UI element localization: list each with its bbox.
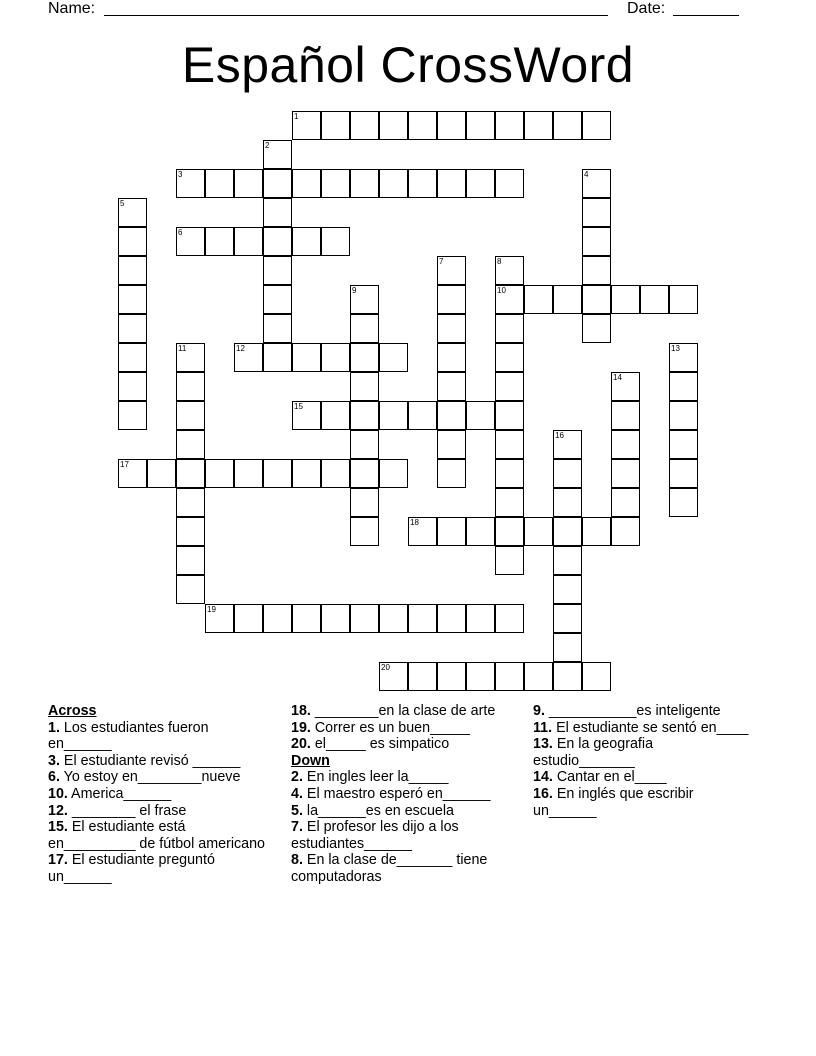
crossword-cell[interactable] bbox=[350, 459, 379, 488]
clue-item-number: 7. bbox=[291, 819, 303, 836]
crossword-cell[interactable] bbox=[582, 169, 611, 198]
crossword-cell[interactable] bbox=[118, 343, 147, 372]
clue-item bbox=[48, 819, 273, 852]
crossword-cell[interactable] bbox=[176, 546, 205, 575]
crossword-cell[interactable] bbox=[263, 604, 292, 633]
clue-item bbox=[48, 803, 273, 820]
clue-item bbox=[48, 720, 273, 753]
clue-item-number: 9. bbox=[533, 703, 545, 719]
crossword-cell[interactable] bbox=[379, 459, 408, 488]
crossword-cell[interactable] bbox=[466, 169, 495, 198]
clues-heading: Down bbox=[291, 752, 330, 769]
crossword-cell[interactable] bbox=[350, 372, 379, 401]
crossword-cell[interactable] bbox=[263, 198, 292, 227]
crossword-cell[interactable] bbox=[205, 227, 234, 256]
crossword-cell[interactable] bbox=[118, 227, 147, 256]
crossword-cell[interactable] bbox=[234, 227, 263, 256]
crossword-cell[interactable] bbox=[379, 604, 408, 633]
crossword-cell[interactable] bbox=[553, 633, 582, 662]
clue-item-text: En inglés que escribir un______ bbox=[533, 785, 694, 819]
crossword-cell[interactable] bbox=[118, 314, 147, 343]
clue-item-number: 14. bbox=[533, 769, 553, 786]
crossword-cell[interactable] bbox=[408, 169, 437, 198]
crossword-cell[interactable] bbox=[408, 662, 437, 691]
crossword-cell[interactable] bbox=[582, 662, 611, 691]
crossword-cell[interactable] bbox=[234, 169, 263, 198]
crossword-cell[interactable] bbox=[408, 111, 437, 140]
crossword-cell[interactable] bbox=[495, 401, 524, 430]
crossword-cell[interactable] bbox=[582, 198, 611, 227]
clue-number: 15 bbox=[294, 402, 303, 411]
crossword-cell[interactable] bbox=[350, 401, 379, 430]
crossword-cell[interactable] bbox=[234, 343, 263, 372]
crossword-cell[interactable] bbox=[495, 459, 524, 488]
crossword-cell[interactable] bbox=[379, 662, 408, 691]
crossword-cell[interactable] bbox=[611, 517, 640, 546]
crossword-cell[interactable] bbox=[321, 227, 350, 256]
clue-number: 17 bbox=[120, 460, 129, 469]
crossword-cell[interactable] bbox=[437, 372, 466, 401]
clue-item bbox=[291, 769, 516, 786]
crossword-cell[interactable] bbox=[437, 662, 466, 691]
clue-item-text: America______ bbox=[67, 785, 172, 802]
crossword-cell[interactable] bbox=[350, 285, 379, 314]
crossword-cell[interactable] bbox=[437, 111, 466, 140]
clue-item-number: 12. bbox=[48, 802, 68, 819]
crossword-cell[interactable] bbox=[437, 604, 466, 633]
clue-item bbox=[533, 720, 758, 737]
crossword-cell[interactable] bbox=[176, 401, 205, 430]
clue-item-number: 6. bbox=[48, 769, 60, 786]
clue-number: 13 bbox=[671, 344, 680, 353]
crossword-cell[interactable] bbox=[147, 459, 176, 488]
clue-item-number: 16. bbox=[533, 785, 553, 802]
crossword-cell[interactable] bbox=[437, 169, 466, 198]
crossword-cell[interactable] bbox=[176, 575, 205, 604]
page-title: Español CrossWord bbox=[181, 37, 635, 93]
clue-number: 1 bbox=[294, 112, 299, 121]
crossword-cell[interactable] bbox=[466, 662, 495, 691]
crossword-cell[interactable] bbox=[437, 314, 466, 343]
crossword-cell[interactable] bbox=[234, 459, 263, 488]
date-field[interactable] bbox=[673, 15, 739, 16]
crossword-cell[interactable] bbox=[553, 604, 582, 633]
crossword-cell[interactable] bbox=[611, 285, 640, 314]
clue-item bbox=[48, 753, 273, 770]
clue-item-text: el_____ es simpatico bbox=[310, 736, 450, 753]
crossword-cell[interactable] bbox=[321, 169, 350, 198]
crossword-cell[interactable] bbox=[582, 111, 611, 140]
clue-item-text: Yo estoy en________nueve bbox=[59, 769, 241, 786]
crossword-cell[interactable] bbox=[669, 459, 698, 488]
crossword-cell[interactable] bbox=[553, 430, 582, 459]
clue-number: 7 bbox=[439, 257, 444, 266]
clue-item-number: 20. bbox=[291, 736, 311, 753]
clue-number: 18 bbox=[410, 518, 419, 527]
crossword-cell[interactable] bbox=[524, 285, 553, 314]
crossword-cell[interactable] bbox=[495, 343, 524, 372]
clue-item bbox=[48, 786, 273, 803]
clue-item-number: 3. bbox=[48, 752, 60, 769]
crossword-cell[interactable] bbox=[582, 285, 611, 314]
clue-item-number: 15. bbox=[48, 819, 68, 836]
crossword-cell[interactable] bbox=[379, 169, 408, 198]
crossword-cell[interactable] bbox=[611, 430, 640, 459]
crossword-cell[interactable] bbox=[350, 517, 379, 546]
crossword-cell[interactable] bbox=[437, 285, 466, 314]
crossword-cell[interactable] bbox=[437, 343, 466, 372]
crossword-cell[interactable] bbox=[669, 401, 698, 430]
clue-item bbox=[48, 852, 273, 885]
crossword-cell[interactable] bbox=[292, 343, 321, 372]
crossword-cell[interactable] bbox=[640, 285, 669, 314]
crossword-cell[interactable] bbox=[321, 111, 350, 140]
clue-item-text: El maestro esperó en______ bbox=[302, 785, 491, 802]
crossword-cell[interactable] bbox=[205, 604, 234, 633]
crossword-cell[interactable] bbox=[495, 517, 524, 546]
clue-item-text: El estudiante revisó ______ bbox=[59, 752, 241, 769]
crossword-cell[interactable] bbox=[495, 546, 524, 575]
crossword-cell[interactable] bbox=[466, 517, 495, 546]
crossword-cell[interactable] bbox=[408, 517, 437, 546]
crossword-cell[interactable] bbox=[176, 430, 205, 459]
crossword-cell[interactable] bbox=[263, 169, 292, 198]
clue-item-text: ___________es inteligente bbox=[544, 703, 721, 719]
clue-item-number: 19. bbox=[291, 719, 311, 736]
crossword-cell[interactable] bbox=[176, 227, 205, 256]
clue-item-text: En la geografia estudio_______ bbox=[533, 736, 654, 769]
crossword-cell[interactable] bbox=[118, 256, 147, 285]
crossword-cell[interactable] bbox=[495, 604, 524, 633]
crossword-cell[interactable] bbox=[553, 285, 582, 314]
crossword-cell[interactable] bbox=[350, 343, 379, 372]
clue-item-text: El estudiante está en_________ de fútbol americano bbox=[48, 819, 266, 852]
clue-item-text: En la clase de_______ tiene computadoras bbox=[291, 852, 488, 885]
crossword-cell[interactable] bbox=[263, 256, 292, 285]
crossword-cell[interactable] bbox=[379, 343, 408, 372]
crossword-cell[interactable] bbox=[350, 430, 379, 459]
clue-item-number: 17. bbox=[48, 852, 68, 869]
crossword-cell[interactable] bbox=[263, 140, 292, 169]
clue-item bbox=[291, 803, 516, 820]
crossword-cell[interactable] bbox=[263, 285, 292, 314]
crossword-cell[interactable] bbox=[437, 256, 466, 285]
crossword-cell[interactable] bbox=[437, 401, 466, 430]
crossword-cell[interactable] bbox=[582, 256, 611, 285]
crossword-cell[interactable] bbox=[350, 314, 379, 343]
clue-item-text: Correr es un buen_____ bbox=[310, 719, 470, 736]
crossword-cell[interactable] bbox=[669, 372, 698, 401]
clue-item-text: la______es en escuela bbox=[302, 802, 454, 819]
crossword-cell[interactable] bbox=[321, 401, 350, 430]
crossword-cell[interactable] bbox=[292, 604, 321, 633]
crossword-cell[interactable] bbox=[292, 459, 321, 488]
clue-item bbox=[533, 769, 758, 786]
crossword-cell[interactable] bbox=[466, 604, 495, 633]
clue-item-text: El estudiante se sentó en____ bbox=[552, 719, 749, 736]
crossword-cell[interactable] bbox=[495, 285, 524, 314]
clues-heading: Across bbox=[48, 703, 97, 719]
clue-number: 9 bbox=[352, 286, 357, 295]
clue-item bbox=[291, 852, 516, 885]
clue-number: 5 bbox=[120, 199, 125, 208]
crossword-cell[interactable] bbox=[205, 459, 234, 488]
crossword-cell[interactable] bbox=[118, 372, 147, 401]
crossword-cell[interactable] bbox=[611, 401, 640, 430]
crossword-cell[interactable] bbox=[466, 111, 495, 140]
crossword-cell[interactable] bbox=[321, 604, 350, 633]
crossword-cell[interactable] bbox=[669, 285, 698, 314]
clues-column-2 bbox=[291, 703, 516, 886]
crossword-cell[interactable] bbox=[669, 343, 698, 372]
clue-item-text: En ingles leer la_____ bbox=[302, 769, 449, 786]
clue-item-text: ________ el frase bbox=[67, 802, 187, 819]
crossword-cell[interactable] bbox=[292, 169, 321, 198]
crossword-cell[interactable] bbox=[553, 546, 582, 575]
crossword-cell[interactable] bbox=[292, 227, 321, 256]
crossword-cell[interactable] bbox=[495, 488, 524, 517]
crossword-cell[interactable] bbox=[350, 111, 379, 140]
clue-item bbox=[533, 703, 758, 720]
clue-number: 2 bbox=[265, 141, 270, 150]
clue-item bbox=[291, 703, 516, 720]
crossword-cell[interactable] bbox=[350, 604, 379, 633]
clue-item-text: El estudiante preguntó un______ bbox=[48, 852, 215, 885]
clues-column-1 bbox=[48, 703, 273, 886]
crossword-cell[interactable] bbox=[408, 401, 437, 430]
crossword-cell[interactable] bbox=[524, 662, 553, 691]
clue-item bbox=[291, 736, 516, 753]
crossword-cell[interactable] bbox=[553, 459, 582, 488]
clue-item-number: 13. bbox=[533, 736, 553, 753]
clue-item bbox=[533, 786, 758, 819]
crossword-cell[interactable] bbox=[118, 285, 147, 314]
clue-item-number: 2. bbox=[291, 769, 303, 786]
crossword-cell[interactable] bbox=[495, 372, 524, 401]
crossword-cell[interactable] bbox=[379, 111, 408, 140]
crossword-cell[interactable] bbox=[669, 430, 698, 459]
clue-item bbox=[48, 769, 273, 786]
crossword-cell[interactable] bbox=[495, 111, 524, 140]
crossword-cell[interactable] bbox=[234, 604, 263, 633]
clues-column-3 bbox=[533, 703, 758, 819]
clue-item-number: 1. bbox=[48, 719, 60, 736]
clue-number: 20 bbox=[381, 663, 390, 672]
crossword-cell[interactable] bbox=[553, 111, 582, 140]
name-label: Name: bbox=[48, 0, 96, 17]
crossword-cell[interactable] bbox=[582, 314, 611, 343]
clue-item-number: 10. bbox=[48, 785, 68, 802]
clue-number: 11 bbox=[178, 344, 187, 353]
crossword-cell[interactable] bbox=[263, 314, 292, 343]
clue-item-number: 11. bbox=[533, 719, 553, 736]
crossword-cell[interactable] bbox=[408, 604, 437, 633]
clue-item-number: 4. bbox=[291, 785, 303, 802]
crossword-cell[interactable] bbox=[553, 517, 582, 546]
crossword-cell[interactable] bbox=[437, 459, 466, 488]
name-field[interactable] bbox=[104, 15, 608, 16]
crossword-cell[interactable] bbox=[176, 372, 205, 401]
crossword-cell[interactable] bbox=[379, 401, 408, 430]
clue-number: 4 bbox=[584, 170, 589, 179]
crossword-cell[interactable] bbox=[524, 517, 553, 546]
crossword-cell[interactable] bbox=[176, 169, 205, 198]
crossword-cell[interactable] bbox=[582, 517, 611, 546]
crossword-cell[interactable] bbox=[176, 488, 205, 517]
clue-item bbox=[533, 736, 758, 769]
crossword-cell[interactable] bbox=[205, 169, 234, 198]
clue-number: 8 bbox=[497, 257, 502, 266]
crossword-cell[interactable] bbox=[495, 662, 524, 691]
crossword-cell[interactable] bbox=[582, 227, 611, 256]
crossword-cell[interactable] bbox=[437, 430, 466, 459]
clue-item-text: Los estudiantes fueron en______ bbox=[48, 719, 209, 753]
clue-number: 19 bbox=[207, 605, 216, 614]
crossword-cell[interactable] bbox=[495, 169, 524, 198]
crossword-cell[interactable] bbox=[118, 198, 147, 227]
crossword-cell[interactable] bbox=[553, 662, 582, 691]
clue-number: 6 bbox=[178, 228, 183, 237]
crossword-cell[interactable] bbox=[292, 401, 321, 430]
clue-number: 16 bbox=[555, 431, 564, 440]
crossword-cell[interactable] bbox=[292, 111, 321, 140]
crossword-cell[interactable] bbox=[495, 430, 524, 459]
crossword-cell[interactable] bbox=[669, 488, 698, 517]
crossword-cell[interactable] bbox=[321, 343, 350, 372]
crossword-cell[interactable] bbox=[553, 575, 582, 604]
clue-item-number: 18. bbox=[291, 703, 311, 719]
clue-number: 14 bbox=[613, 373, 622, 382]
clue-item-text: Cantar en el____ bbox=[552, 769, 667, 786]
crossword-cell[interactable] bbox=[466, 401, 495, 430]
crossword-cell[interactable] bbox=[118, 459, 147, 488]
crossword-cell[interactable] bbox=[263, 343, 292, 372]
crossword-cell[interactable] bbox=[611, 372, 640, 401]
clue-number: 3 bbox=[178, 170, 183, 179]
crossword-cell[interactable] bbox=[118, 401, 147, 430]
clue-item-text: El profesor les dijo a los estudiantes______ bbox=[291, 819, 459, 852]
crossword-cell[interactable] bbox=[350, 488, 379, 517]
crossword-cell[interactable] bbox=[437, 517, 466, 546]
clue-item-number: 8. bbox=[291, 852, 303, 869]
clue-number: 12 bbox=[236, 344, 245, 353]
crossword-cell[interactable] bbox=[176, 517, 205, 546]
clue-number: 10 bbox=[497, 286, 506, 295]
crossword-cell[interactable] bbox=[611, 488, 640, 517]
crossword-cell[interactable] bbox=[176, 343, 205, 372]
crossword-cell[interactable] bbox=[176, 459, 205, 488]
crossword-cell[interactable] bbox=[611, 459, 640, 488]
clue-item bbox=[291, 720, 516, 737]
clue-item bbox=[291, 819, 516, 852]
clue-item bbox=[291, 786, 516, 803]
date-label: Date: bbox=[627, 0, 666, 17]
crossword-cell[interactable] bbox=[553, 488, 582, 517]
clue-item-text: ________en la clase de arte bbox=[310, 703, 496, 719]
crossword-cell[interactable] bbox=[350, 169, 379, 198]
crossword-cell[interactable] bbox=[524, 111, 553, 140]
crossword-cell[interactable] bbox=[263, 227, 292, 256]
crossword-cell[interactable] bbox=[495, 314, 524, 343]
crossword-cell[interactable] bbox=[495, 256, 524, 285]
clue-item-number: 5. bbox=[291, 802, 303, 819]
crossword-cell[interactable] bbox=[263, 459, 292, 488]
crossword-cell[interactable] bbox=[321, 459, 350, 488]
